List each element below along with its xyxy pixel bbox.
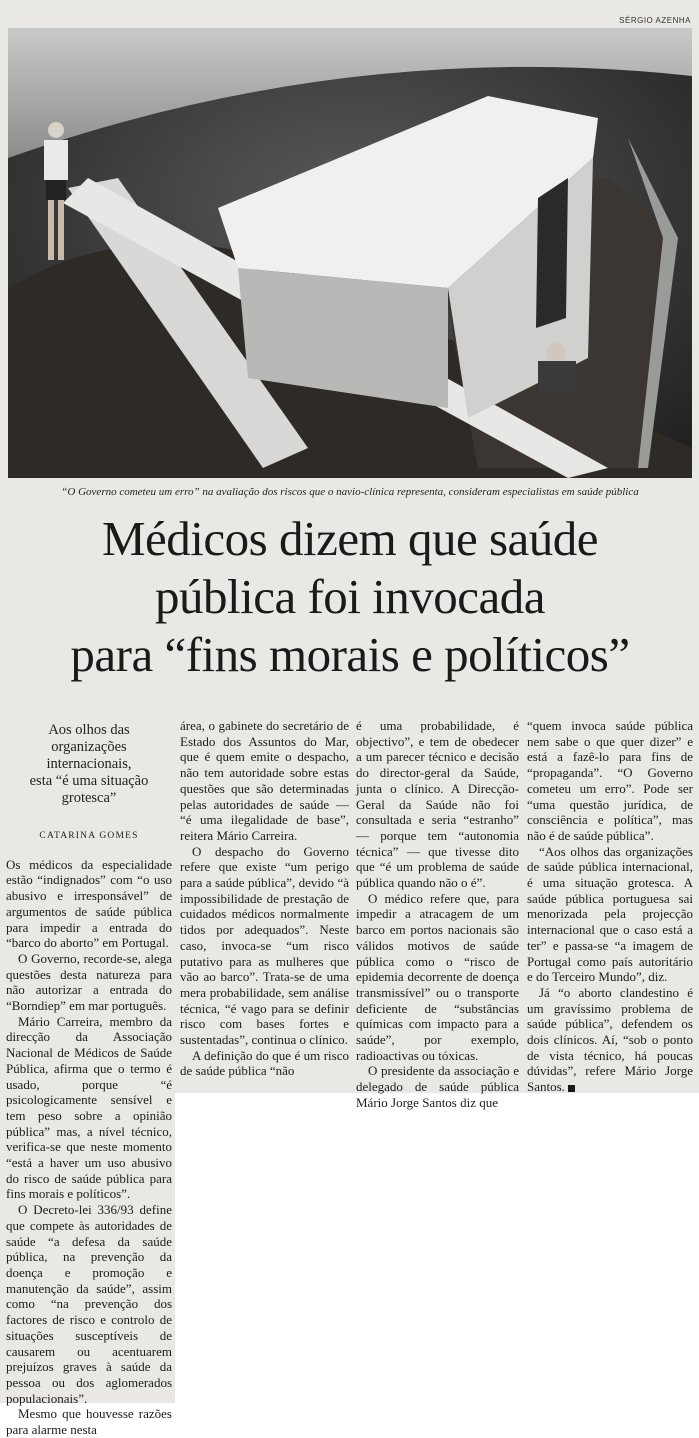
kicker-line: esta “é uma situação [29, 773, 149, 789]
end-of-article-mark [568, 1085, 575, 1092]
article-column-2 [180, 718, 349, 1079]
paragraph: O médico refere que, para impedir a atracagem de um barco em portos nacionais são válidos motivos de saúde pública como o “risco de epidemia decorrente de doença transmissível” ou o transporte deficiente de “substâncias químicas com impacto para a saúde”, por exemplo, radioactivas ou tóxicas. [356, 890, 519, 1063]
kicker-line: grotesca” [61, 790, 117, 806]
paragraph: O despacho do Governo refere que existe “um perigo para a saúde pública”, devido “à impossibilidade de prestação de cuidados médicos normalmente tidos por adequados”. Neste caso, invoca-se “um risco putativo para as mulheres que vão ao barco”. Trata-se de uma mera probabilidade, sem análise técnica, “é vago para se definir risco com bases fortes e sustentadas”, continua o clínico. [180, 843, 349, 1048]
kicker-line: organizações [51, 739, 127, 755]
photo-credit: SÉRGIO AZENHA [619, 16, 691, 25]
headline-line: Médicos dizem que saúde [101, 511, 599, 566]
paragraph [527, 985, 693, 1095]
paragraph: “Aos olhos das organizações de saúde pública internacional, é uma situação grotesca. A saúde pública portuguesa sai menorizada pela projecção internacional que o caso está a ter” e passa-se “a imagem de Portugal como país autoritário e do Terceiro Mundo”, diz. [527, 843, 693, 985]
paragraph: “quem invoca saúde pública nem sabe o que quer dizer” e está a fazê-lo para fins de “propaganda”. “O Governo cometeu um erro”. Pode ser “uma questão jurídica, de consciência e política”, mas não é de saúde pública”. [527, 718, 693, 843]
article-column-4 [527, 718, 693, 1095]
paragraph: O Decreto-lei 336/93 define que compete às autoridades de saúde “a defesa da saúde pública, na prevenção da doença e promoção e manutenção da saúde”, assim como “na prevenção dos factores de risco e controlo de situações susceptíveis de causarem ou acentuarem prejuízos graves à saúde da pessoa ou dos aglomerados populacionais”. [6, 1202, 172, 1406]
photo-caption: “O Governo cometeu um erro” na avaliação dos riscos que o navio-clínica representa, consideram especialistas em saúde pública [61, 486, 639, 498]
paragraph: é uma probabilidade, é objectivo”, e tem de obedecer a um parecer técnico e decisão do director-geral da Saúde, junta o clínico. A Direcção-Geral da Saúde não foi consultada e seria “estranho” — porque tem “autonomia técnica” — que tivesse dito que “é um problema de saúde pública quando não o é”. [356, 718, 519, 891]
paragraph: A definição do que é um risco de saúde pública “não [180, 1047, 349, 1079]
paragraph: O Governo, recorde-se, alega questões desta natureza para não autorizar a entrada do “Borndiep” em mar português. [6, 950, 172, 1014]
paragraph: Os médicos da especialidade estão “indignados” com “o uso abusivo e irresponsável” de argumentos de saúde pública para impedir a entrada do “barco do aborto” em Portugal. [6, 856, 172, 951]
paragraph: Mário Carreira, membro da direcção da Associação Nacional de Médicos de Saúde Pública, afirma que o termo é usado, porque “é psicologicamente sensível e tem peso sobre a opinião pública” mas, a nível técnico, verifica-se que neste momento “está a haver um uso abusivo do risco de saúde pública para fins morais e políticos”. [6, 1013, 172, 1202]
byline: CATARINA GOMES [39, 831, 139, 841]
kicker-line: Aos olhos das [48, 722, 130, 738]
kicker [6, 722, 172, 807]
headline [10, 510, 690, 684]
paragraph: O presidente da associação e delegado de saúde pública Mário Jorge Santos diz que [356, 1063, 519, 1110]
paragraph: área, o gabinete do secretário de Estado dos Assuntos do Mar, que é quem emite o despacho, não tem autoridade sobre estas questões que são determinadas pelas autoridades de saúde — “é uma ilegalidade de base”, reitera Mário Carreira. [180, 718, 349, 843]
paragraph-text: Já “o aborto clandestino é um gravíssimo problema de saúde pública”, defendem os dois clínicos. Aí, “sob o ponto de vista técnico, há poucas dúvidas”, refere Mário Jorge Santos. [527, 984, 693, 1095]
news-photo [8, 28, 692, 478]
paragraph: Mesmo que houvesse razões para alarme nesta [6, 1406, 172, 1438]
article-column-3 [356, 718, 519, 1111]
headline-line: pública foi invocada [154, 569, 545, 624]
article-column-1 [6, 718, 172, 1438]
headline-line: para “fins morais e políticos” [70, 627, 630, 682]
kicker-line: internacionais, [46, 756, 132, 772]
